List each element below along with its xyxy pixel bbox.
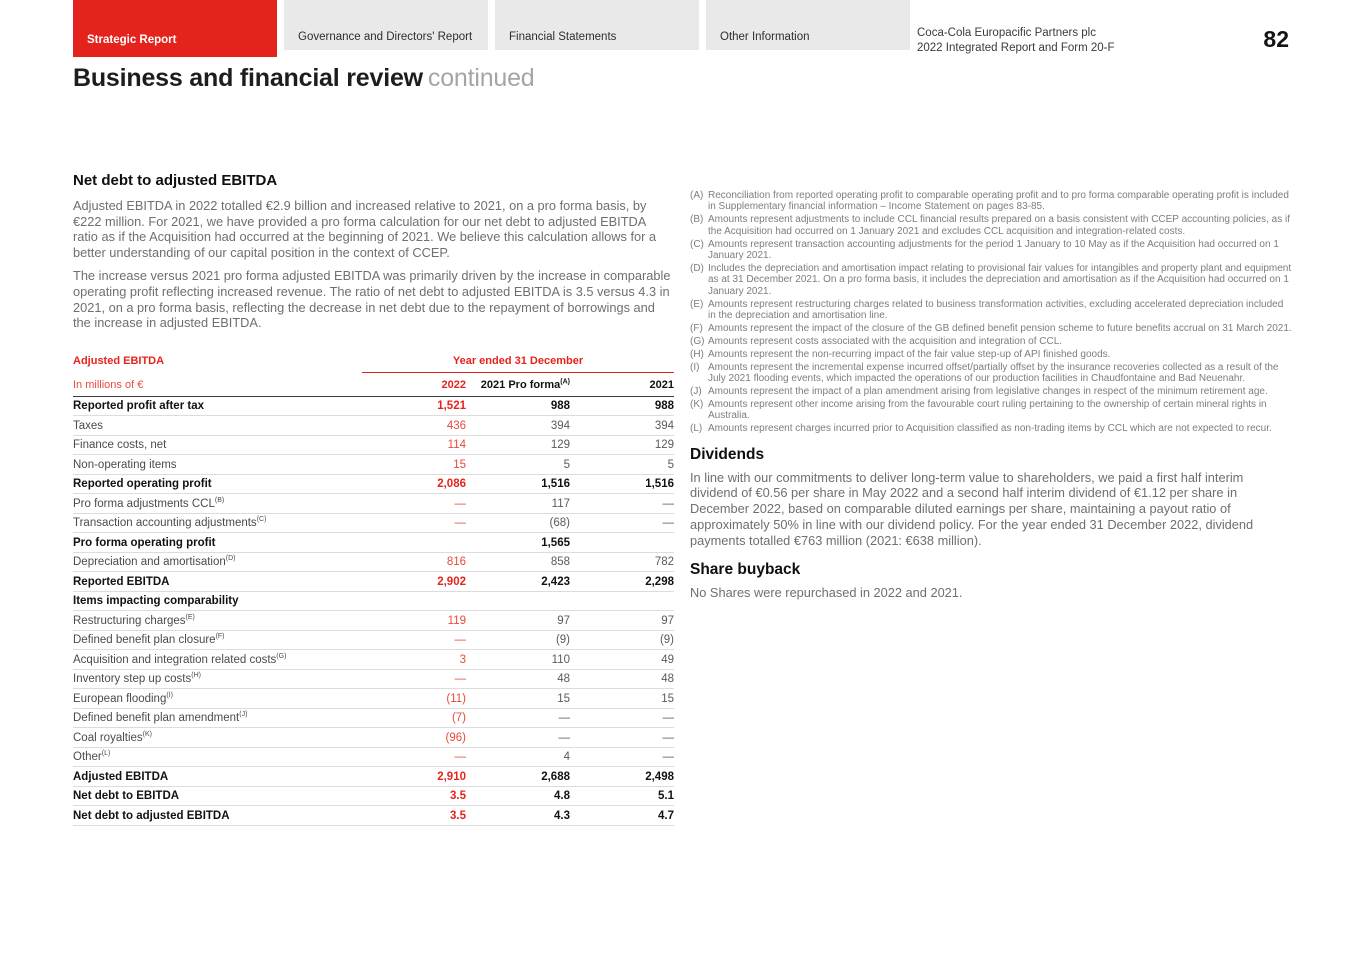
tab-strategic-report[interactable] <box>73 0 277 57</box>
row-value: 15 <box>362 455 466 475</box>
body-paragraph: Adjusted EBITDA in 2022 totalled €2.9 billion and increased relative to 2021, on a pro forma basis, by €222 million. For 2021, we have provided a pro forma calculation for our net debt to adjusted EBITDA ratio as if the Acquisition had occurred at the beginning of 2021. We believe this calculation allows for a better understanding of our capital position in the context of CCEP. <box>73 198 657 260</box>
footnote-text: Amounts represent transaction accounting adjustments for the period 1 January to 10 May as if the Acquisition had occurred on 1 January 2021. <box>708 238 1279 262</box>
row-value: 858 <box>466 552 570 572</box>
footnote-marker: (J) <box>690 386 702 397</box>
row-label: Taxes <box>73 416 362 436</box>
row-value: — <box>570 747 674 767</box>
row-label: Pro forma adjustments $CCL^{(B)}$ <box>73 494 362 514</box>
row-label: Coal royalties$^{(K)}$ <box>73 728 362 748</box>
row-value: 436 <box>362 416 466 436</box>
table-row <box>73 786 674 806</box>
footnote-text: Amounts represent the incremental expense incurred offset/partially offset by the insurance recoveries collected as a result of the July 2021 flooding events, which impacted the operations of our production facilities in Chaudfontaine and Bad Neuenahr. <box>708 361 1279 385</box>
column-header: 2022 <box>362 372 466 396</box>
row-value: — <box>570 494 674 514</box>
page-title <box>73 64 535 93</box>
page-title-main: Business and financial review <box>73 64 423 92</box>
footnote-text: Amounts represent the impact of a plan amendment arising from legislative changes in respect of the minimum retirement age. <box>708 386 1268 397</box>
footnote-marker: (E) <box>690 298 704 310</box>
footnote-marker: (D) <box>690 262 704 274</box>
table-row <box>73 455 674 475</box>
row-value: 49 <box>570 650 674 670</box>
row-value: — <box>570 728 674 748</box>
footnote-marker: (L) <box>690 423 703 435</box>
row-label: Transaction accounting adjustments$^{(C)}$ <box>73 513 362 533</box>
row-value <box>570 591 674 611</box>
footnote-item <box>690 263 1292 297</box>
footnote-text: Amounts represent the impact of the closure of the GB defined benefit pension scheme to future benefits accrual on 31 March 2021. <box>708 322 1292 334</box>
row-value: — <box>362 747 466 767</box>
row-value: — <box>362 630 466 650</box>
publication-info <box>917 26 1115 55</box>
footnote-item <box>690 423 1292 434</box>
row-value: 394 <box>570 416 674 436</box>
footnote-item <box>690 349 1292 360</box>
row-label: Depreciation and amortisation$^{(D)}$ <box>73 552 362 572</box>
dividends-heading: Dividends <box>690 445 765 463</box>
table-units: In millions of € <box>73 372 362 396</box>
footnote-text: Amounts represent other income arising from the favourable court ruling pertaining to the ownership of certain mineral rights in Australia. <box>708 398 1267 422</box>
table-columns-row <box>73 372 674 396</box>
row-label: Reported operating profit <box>73 474 362 494</box>
table-row <box>73 552 674 572</box>
row-value: 816 <box>362 552 466 572</box>
row-value: 129 <box>570 435 674 455</box>
row-value: 3.5 <box>362 806 466 826</box>
table-title-row <box>73 355 674 373</box>
row-label: Reported EBITDA <box>73 572 362 592</box>
table-row <box>73 611 674 631</box>
row-label: Defined benefit plan amendment$^{(J)}$ <box>73 708 362 728</box>
footnote-marker: (K) <box>690 398 704 410</box>
row-value: (9) <box>570 630 674 650</box>
row-label: Other$^{(L)}$ <box>73 747 362 767</box>
row-label: Inventory step up costs$^{(H)}$ <box>73 669 362 689</box>
row-label: Defined benefit plan closure$^{(F)}$ <box>73 630 362 650</box>
footnote-item <box>690 323 1292 334</box>
footnote-item <box>690 299 1292 322</box>
tab-label: Other Information <box>720 31 810 43</box>
row-value: 4.7 <box>570 806 674 826</box>
row-value: 2,086 <box>362 474 466 494</box>
row-value: 1,565 <box>466 533 570 553</box>
row-value: (7) <box>362 708 466 728</box>
table-row <box>73 728 674 748</box>
dividends-paragraph: In line with our commitments to deliver long-term value to shareholders, we paid a first half interim dividend of €0.56 per share in May 2022 and a second half interim dividend of €1.12 per share in December 2022, based on comparable diluted earnings per share, maintaining a payout ratio of approximately 50% in line with our dividend policy. For the year ended 31 December 2022, dividend payments totalled €763 million (2021: €638 million). <box>690 469 1254 548</box>
row-value: 3.5 <box>362 786 466 806</box>
body-paragraph: The increase versus 2021 pro forma adjusted EBITDA was primarily driven by the increase in comparable operating profit reflecting increased revenue. The ratio of net debt to adjusted EBITDA is 3.5 versus 4.3 in 2021, on a pro forma basis, reflecting the decrease in net debt due to the repayment of borrowings and the increase in adjusted EBITDA. <box>73 268 671 331</box>
row-label: Pro forma operating profit <box>73 533 362 553</box>
row-value <box>362 533 466 553</box>
row-value <box>466 591 570 611</box>
row-value: 5.1 <box>570 786 674 806</box>
footnote-item <box>690 399 1292 422</box>
footnotes-list <box>690 190 1292 435</box>
table-title: Adjusted EBITDA <box>73 355 165 368</box>
footnote-marker: (H) <box>690 348 704 360</box>
footnote-item <box>690 239 1292 262</box>
table-row <box>73 630 674 650</box>
table-row <box>73 650 674 670</box>
table-row <box>73 416 674 436</box>
row-value: 1,516 <box>466 474 570 494</box>
footnote-marker: (I) <box>690 361 700 373</box>
row-value: 4.3 <box>466 806 570 826</box>
row-label: Restructuring charges$^{(E)}$ <box>73 611 362 631</box>
row-value: 4 <box>466 747 570 767</box>
row-value <box>362 591 466 611</box>
ebitda-table-body <box>73 396 674 825</box>
footnote-item <box>690 214 1292 237</box>
row-value: 48 <box>466 669 570 689</box>
table-row <box>73 747 674 767</box>
table-row <box>73 396 674 416</box>
tab-label: Strategic Report <box>87 34 177 46</box>
table-row <box>73 708 674 728</box>
row-value: 2,902 <box>362 572 466 592</box>
footnote-marker: (B) <box>690 214 704 226</box>
page-number: 82 <box>1263 26 1289 52</box>
row-label: Net debt to adjusted EBITDA <box>73 806 362 826</box>
row-value: 988 <box>570 396 674 416</box>
tab-financial-statements[interactable] <box>495 0 699 50</box>
row-value: (68) <box>466 513 570 533</box>
column-header: 2021 <box>570 372 674 396</box>
footnote-item <box>690 336 1292 347</box>
row-value: 97 <box>570 611 674 631</box>
row-value: — <box>570 513 674 533</box>
footnote-text: Amounts represent restructuring charges related to business transformation activities, excluding accelerated depreciation included in the depreciation and amortisation line. <box>708 298 1284 322</box>
row-value: 4.8 <box>466 786 570 806</box>
row-value: — <box>362 494 466 514</box>
tab-label: Governance and Directors' Report <box>298 31 473 43</box>
table-row <box>73 591 674 611</box>
row-value: — <box>466 728 570 748</box>
footnote-text: Amounts represent the non-recurring impact of the fair value step-up of API finished goods. <box>708 348 1111 360</box>
footnote-item <box>690 362 1292 385</box>
tab-governance-and-directors-report[interactable] <box>284 0 488 50</box>
table-row <box>73 767 674 787</box>
row-value: 2,498 <box>570 767 674 787</box>
right-column <box>690 190 1292 612</box>
row-value: 48 <box>570 669 674 689</box>
tab-other-information[interactable] <box>706 0 910 50</box>
row-value <box>570 533 674 553</box>
row-value: 2,298 <box>570 572 674 592</box>
row-value: 97 <box>466 611 570 631</box>
share-buyback-paragraph: No Shares were repurchased in 2022 and 2021. <box>690 584 963 600</box>
row-value: 2,688 <box>466 767 570 787</box>
row-value: 988 <box>466 396 570 416</box>
footnote-text: Reconciliation from reported operating profit to comparable operating profit and to pro forma comparable operating profit is included in Supplementary financial information – Income Statement on pages 83-85. <box>708 190 1289 213</box>
net-debt-heading: Net debt to adjusted EBITDA <box>73 172 278 189</box>
row-value: 129 <box>466 435 570 455</box>
table-row <box>73 513 674 533</box>
footnote-text: Includes the depreciation and amortisation impact relating to provisional fair values for intangibles and property plant and equipment as at 31 December 2021. On a pro forma basis, it includes the depreciation and amortisation as if the Acquisition had occurred on 1 January 2021. <box>708 262 1292 297</box>
table-row <box>73 689 674 709</box>
row-value: 15 <box>570 689 674 709</box>
row-label: Finance costs, net <box>73 435 362 455</box>
row-value: 5 <box>466 455 570 475</box>
row-value: — <box>362 669 466 689</box>
report-name: 2022 Integrated Report and Form 20-F <box>917 41 1115 54</box>
footnote-marker: (A) <box>690 190 704 201</box>
table-row <box>73 474 674 494</box>
row-value: 5 <box>570 455 674 475</box>
table-row <box>73 494 674 514</box>
table-row <box>73 806 674 826</box>
table-row <box>73 533 674 553</box>
row-value: 15 <box>466 689 570 709</box>
share-buyback-heading: Share buyback <box>690 560 801 578</box>
adjusted-ebitda-table <box>73 355 674 826</box>
footnote-marker: (C) <box>690 238 704 250</box>
footnote-marker: (F) <box>690 322 703 334</box>
table-year-header: Year ended 31 December <box>362 355 674 373</box>
row-value: 782 <box>570 552 674 572</box>
row-value: (96) <box>362 728 466 748</box>
column-header: 2021 Pro forma$^{(A)}$ <box>466 372 570 396</box>
row-value: (11) <box>362 689 466 709</box>
row-value: 2,910 <box>362 767 466 787</box>
row-value: 1,516 <box>570 474 674 494</box>
row-value: 117 <box>466 494 570 514</box>
footnote-text: Amounts represent costs associated with the acquisition and integration of CCL. <box>708 335 1063 347</box>
row-value: 2,423 <box>466 572 570 592</box>
row-label: Items impacting comparability <box>73 591 362 611</box>
page-title-suffix: continued <box>427 64 535 92</box>
table-row <box>73 572 674 592</box>
row-label: Non-operating items <box>73 455 362 475</box>
company-name: Coca-Cola Europacific Partners plc <box>917 27 1096 39</box>
row-value: 114 <box>362 435 466 455</box>
row-label: Adjusted EBITDA <box>73 767 362 787</box>
row-value: 119 <box>362 611 466 631</box>
tab-label: Financial Statements <box>509 31 617 43</box>
row-value: (9) <box>466 630 570 650</box>
row-value: 1,521 <box>362 396 466 416</box>
row-label: European flooding$^{(I)}$ <box>73 689 362 709</box>
section-tabs <box>73 0 910 57</box>
footnote-marker: (G) <box>690 335 705 347</box>
row-value: 394 <box>466 416 570 436</box>
row-label: Reported profit after tax <box>73 396 362 416</box>
row-value: 110 <box>466 650 570 670</box>
row-value: — <box>362 513 466 533</box>
left-column <box>73 172 674 826</box>
footnote-item <box>690 386 1292 397</box>
row-label: Acquisition and integration related costs$^{(G)}$ <box>73 650 362 670</box>
row-label: Net debt to EBITDA <box>73 786 362 806</box>
table-row <box>73 435 674 455</box>
footnote-item <box>690 190 1292 213</box>
row-value: — <box>466 708 570 728</box>
row-value: 3 <box>362 650 466 670</box>
table-row <box>73 669 674 689</box>
footnote-text: Amounts represent adjustments to include CCL financial results prepared on a basis consistent with CCEP accounting policies, as if the Acquisition had occurred on 1 January 2021 and excludes CCL acquisition and integration-related costs. <box>708 214 1290 237</box>
row-value: — <box>570 708 674 728</box>
footnote-text: Amounts represent charges incurred prior to Acquisition classified as non-trading items by CCL which are not expected to recur. <box>708 423 1272 435</box>
